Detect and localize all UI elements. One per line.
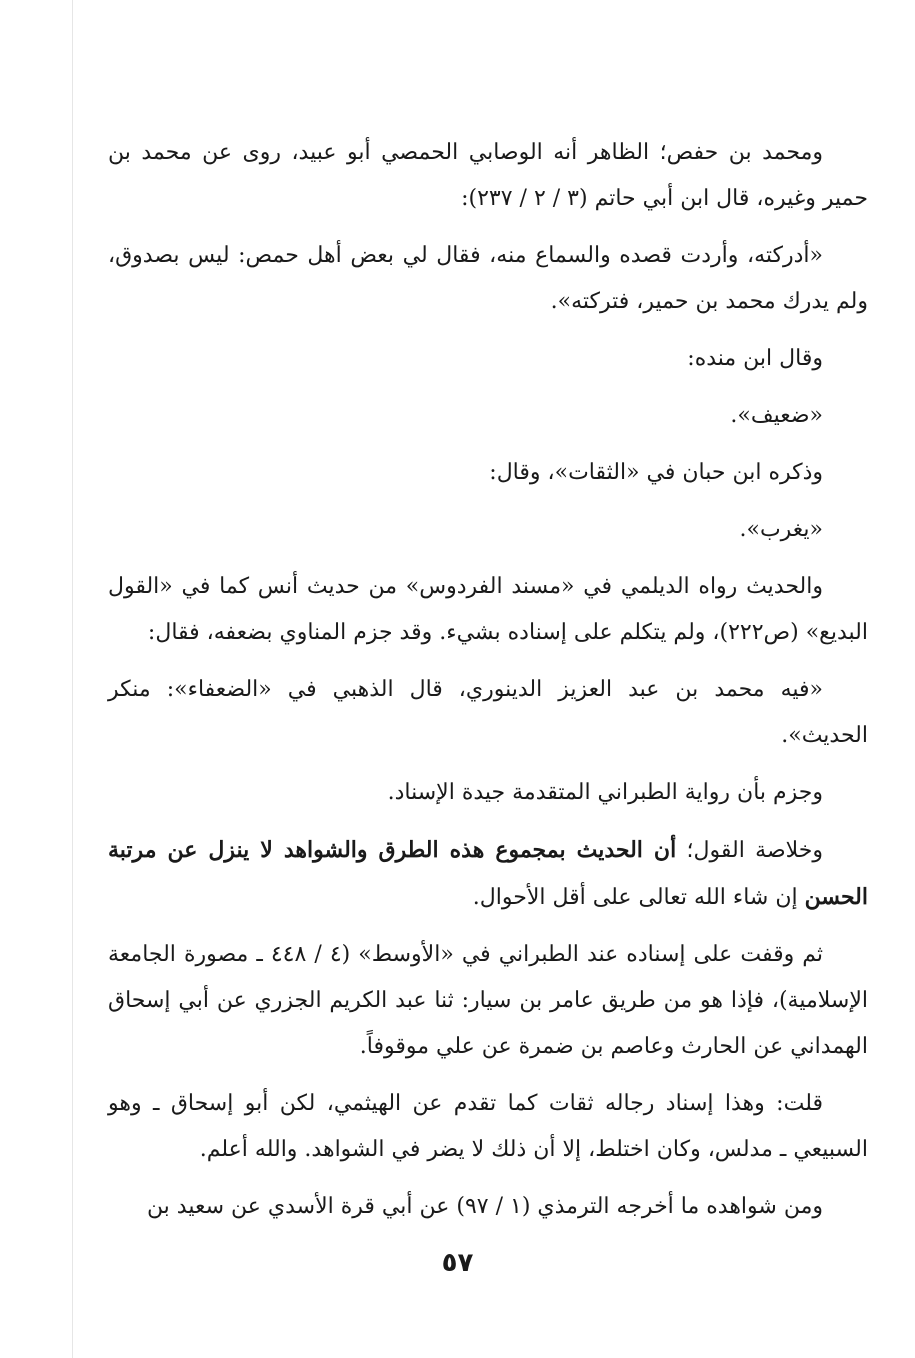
paragraph-tirmidhi: ومن شواهده ما أخرجه الترمذي (١ / ٩٧) عن أبي قرة الأسدي عن سعيد بن	[146, 1194, 823, 1219]
paragraph-ibn-mandah: وقال ابن منده:	[687, 346, 823, 371]
paragraph-ibn-hibban: وذكره ابن حبان في «الثقات»، وقال:	[489, 460, 823, 485]
paragraph-qultu: قلت: وهذا إسناد رجاله ثقات كما تقدم عن الهيثمي، لكن أبو إسحاق ـ وهو السبيعي ـ مدلس، وكان اختلط، إلا أن ذلك لا يضر في الشواهد. والله أعلم.	[108, 1091, 868, 1162]
paragraph-muhammad-bin-hafs: ومحمد بن حفص؛ الظاهر أنه الوصابي الحمصي أبو عبيد، روى عن محمد بن حمير وغيره، قال ابن أبي حاتم (٣ / ٢ / ٢٣٧):	[108, 140, 868, 211]
quote-munawi: «فيه محمد بن عبد العزيز الدينوري، قال الذهبي في «الضعفاء»: منكر الحديث».	[108, 677, 868, 748]
conclusion-bold: أن الحديث بمجموع هذه الطرق والشواهد لا ينزل عن مرتبة الحسن	[108, 837, 868, 910]
page-edge-line	[72, 0, 73, 1358]
page-number: ٥٧	[441, 1248, 474, 1278]
document-body	[108, 130, 868, 1241]
quote-daif: «ضعيف».	[730, 403, 823, 428]
quote-ibn-abi-hatim: «أدركته، وأردت قصده والسماع منه، فقال لي بعض أهل حمص: ليس بصدوق، ولم يدرك محمد بن حمير، فتركته».	[108, 243, 868, 314]
paragraph-daylami: والحديث رواه الديلمي في «مسند الفردوس» من حديث أنس كما في «القول البديع» (ص٢٢٢)، ولم يتكلم على إسناده بشيء. وقد جزم المناوي بضعفه، فقال:	[108, 574, 868, 645]
paragraph-awsat: ثم وقفت على إسناده عند الطبراني في «الأوسط» (٤ / ٤٤٨ ـ مصورة الجامعة الإسلامية)، فإذا هو من طريق عامر بن سيار: ثنا عبد الكريم الجزري عن أبي إسحاق الهمداني عن الحارث وعاصم بن ضمرة عن علي موقوفاً.	[108, 942, 868, 1059]
paragraph-tabarani-isnad: وجزم بأن رواية الطبراني المتقدمة جيدة الإسناد.	[387, 780, 823, 805]
quote-yughrib: «يغرب».	[739, 517, 823, 542]
paragraph-conclusion	[108, 827, 868, 921]
conclusion-lead: وخلاصة القول؛	[676, 838, 824, 863]
conclusion-tail: إن شاء الله تعالى على أقل الأحوال.	[472, 885, 805, 910]
